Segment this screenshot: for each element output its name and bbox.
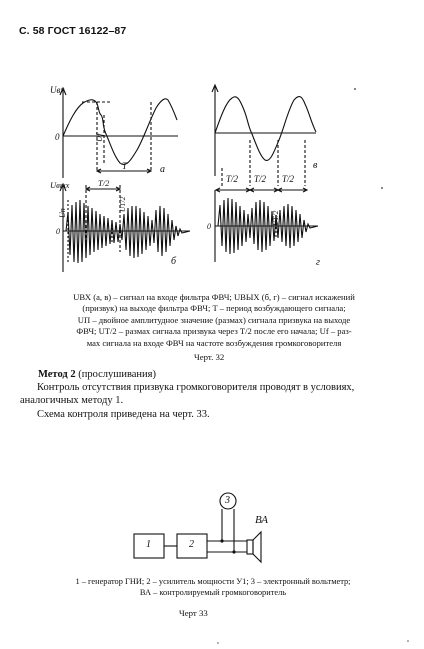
block-1-generator: 1 xyxy=(146,539,151,550)
method-2-title-rest: (прослушивания) xyxy=(75,369,156,380)
label-zero-b: 0 xyxy=(56,227,60,236)
figure-32-title: Черт. 32 xyxy=(194,352,225,362)
panel-label-v: в xyxy=(313,160,318,171)
figure-33-legend xyxy=(28,576,398,598)
panel-label-g: г xyxy=(316,257,320,268)
legend-line-1: 1 – генератор ГНИ; 2 – усилитель мощности У1; 3 – электронный вольтметр; xyxy=(75,577,351,586)
speaker-label-ba: ВА xyxy=(255,514,269,526)
label-T2-v1: T/2 xyxy=(226,174,239,184)
label-u-vyx: Uвых xyxy=(50,180,70,190)
caption-line-1: UВХ (а, в) – сигнал на входе фильтра ФВЧ; UВЫХ (б, г) – сигнал искажений xyxy=(73,292,355,302)
legend-line-2: ВА – контролируемый громкоговоритель xyxy=(139,588,287,597)
panel-label-b: б xyxy=(171,256,177,267)
caption-line-5: мах сигнала на входе ФВЧ на частоте возбуждения громкоговорителя xyxy=(86,337,342,348)
voltmeter-3: 3 xyxy=(225,495,230,506)
label-zero-g: 0 xyxy=(207,222,211,231)
label-u-t2-b: UT/2 xyxy=(118,196,127,212)
method-2-paragraph-1: Контроль отсутствия призвука громкоговорителя проводят в условиях, аналогичных методу 1. xyxy=(20,382,355,406)
label-T2-b: T/2 xyxy=(98,178,110,188)
method-2-title-bold: Метод 2 xyxy=(38,369,76,380)
label-u-vx: Uвх xyxy=(50,85,65,95)
label-u-p: Uп xyxy=(58,208,67,218)
label-T2-v3: T/2 xyxy=(282,174,295,184)
caption-line-4: ФВЧ; UT/2 – размах сигнала призвука через T/2 после его начала; Uf – раз- xyxy=(76,326,352,337)
label-T: T xyxy=(122,161,128,171)
page-header: С. 58 ГОСТ 16122–87 xyxy=(19,25,127,37)
label-u-t2-g: UT/2 xyxy=(271,210,280,226)
caption-line-2: (призвук) на выходе фильтра ФВЧ; T – период возбуждающего сигнала; xyxy=(82,303,346,314)
label-u-f: Uf xyxy=(94,133,104,142)
method-2-paragraph-2: Схема контроля приведена на черт. 33. xyxy=(37,409,210,420)
panel-label-a: а xyxy=(160,164,165,175)
label-zero-a: 0 xyxy=(55,132,60,142)
figure-33-title: Черт 33 xyxy=(179,608,208,618)
label-T2-v2: T/2 xyxy=(254,174,267,184)
block-2-amplifier: 2 xyxy=(189,539,194,550)
caption-line-3: UП – двойное амплитудное значение (размах) сигнала призвука на выходе xyxy=(77,314,351,325)
